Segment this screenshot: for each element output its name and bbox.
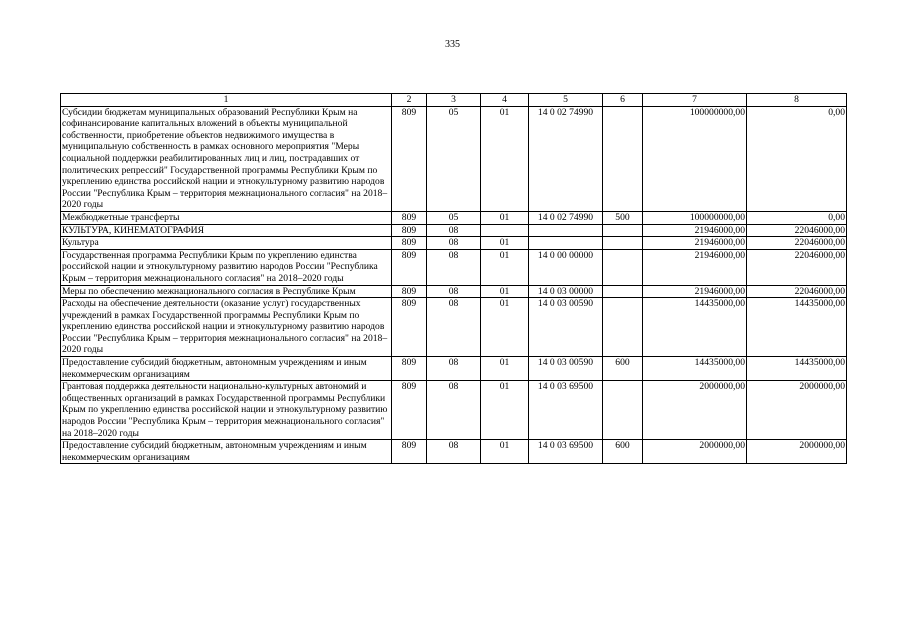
row-target-code: 14 0 02 74990 xyxy=(529,106,603,211)
row-expense-type xyxy=(603,249,643,285)
row-subsection-code: 01 xyxy=(481,237,529,250)
row-section-code: 05 xyxy=(427,211,481,224)
row-ministry-code: 809 xyxy=(392,440,427,464)
row-ministry-code: 809 xyxy=(392,357,427,381)
row-amount-col7: 2000000,00 xyxy=(643,381,747,440)
row-section-code: 08 xyxy=(427,357,481,381)
row-ministry-code: 809 xyxy=(392,285,427,298)
table-row xyxy=(61,249,847,285)
table-row xyxy=(61,211,847,224)
row-name: Культура xyxy=(61,237,392,250)
table-header-row xyxy=(61,94,847,107)
row-amount-col8: 0,00 xyxy=(747,106,847,211)
row-amount-col8: 2000000,00 xyxy=(747,440,847,464)
row-ministry-code: 809 xyxy=(392,106,427,211)
table-row xyxy=(61,224,847,237)
row-ministry-code: 809 xyxy=(392,249,427,285)
row-subsection-code: 01 xyxy=(481,440,529,464)
row-amount-col7: 21946000,00 xyxy=(643,249,747,285)
row-subsection-code: 01 xyxy=(481,381,529,440)
row-expense-type: 500 xyxy=(603,211,643,224)
row-amount-col7: 14435000,00 xyxy=(643,357,747,381)
row-amount-col7: 21946000,00 xyxy=(643,237,747,250)
row-subsection-code: 01 xyxy=(481,298,529,357)
row-section-code: 08 xyxy=(427,298,481,357)
row-ministry-code: 809 xyxy=(392,224,427,237)
row-amount-col7: 100000000,00 xyxy=(643,211,747,224)
row-amount-col8: 22046000,00 xyxy=(747,224,847,237)
table-row xyxy=(61,237,847,250)
row-name: Государственная программа Республики Крым по укреплению единства российской нации и этнокультурному развитию народов России "Республика Крым – территория межнационального согласия" на 2018–2020 годы xyxy=(61,249,392,285)
row-expense-type xyxy=(603,237,643,250)
header-col-4: 4 xyxy=(481,94,529,107)
header-col-5: 5 xyxy=(529,94,603,107)
row-expense-type xyxy=(603,285,643,298)
row-amount-col7: 100000000,00 xyxy=(643,106,747,211)
table-row xyxy=(61,357,847,381)
row-amount-col8: 2000000,00 xyxy=(747,381,847,440)
row-amount-col8: 0,00 xyxy=(747,211,847,224)
row-section-code: 05 xyxy=(427,106,481,211)
row-amount-col7: 14435000,00 xyxy=(643,298,747,357)
row-target-code: 14 0 03 00590 xyxy=(529,298,603,357)
row-expense-type xyxy=(603,224,643,237)
table-row xyxy=(61,381,847,440)
row-target-code: 14 0 02 74990 xyxy=(529,211,603,224)
row-expense-type xyxy=(603,106,643,211)
row-ministry-code: 809 xyxy=(392,237,427,250)
row-name: Предоставление субсидий бюджетным, автономным учреждениям и иным некоммерческим организациям xyxy=(61,440,392,464)
row-amount-col8: 14435000,00 xyxy=(747,298,847,357)
row-amount-col7: 21946000,00 xyxy=(643,224,747,237)
row-section-code: 08 xyxy=(427,285,481,298)
row-section-code: 08 xyxy=(427,381,481,440)
row-expense-type xyxy=(603,381,643,440)
row-subsection-code: 01 xyxy=(481,106,529,211)
row-name: Расходы на обеспечение деятельности (оказание услуг) государственных учреждений в рамках Государственной программы Республики Крым по укреплению единства российской нации и этнокультурному развитию народов России "Республика Крым – территория межнационального согласия" на 2018–2020 годы xyxy=(61,298,392,357)
row-ministry-code: 809 xyxy=(392,211,427,224)
row-section-code: 08 xyxy=(427,440,481,464)
row-subsection-code: 01 xyxy=(481,357,529,381)
header-col-1: 1 xyxy=(61,94,392,107)
table-row xyxy=(61,440,847,464)
row-target-code: 14 0 03 00590 xyxy=(529,357,603,381)
row-amount-col8: 22046000,00 xyxy=(747,237,847,250)
row-target-code: 14 0 00 00000 xyxy=(529,249,603,285)
table-row xyxy=(61,298,847,357)
row-name: Субсидии бюджетам муниципальных образований Республики Крым на софинансирование капитальных вложений в объекты муниципальной собственности, приобретение объектов недвижимого имущества в муниципальную собственность в рамках основного мероприятия "Меры социальной поддержки реабилитированных лиц и лиц, пострадавших от политических репрессий" Государственной программы Республики Крым по укреплению единства российской нации и этнокультурному развитию народов России "Республика Крым – территория межнационального согласия" на 2018–2020 годы xyxy=(61,106,392,211)
row-name: Меры по обеспечению межнационального согласия в Республике Крым xyxy=(61,285,392,298)
row-ministry-code: 809 xyxy=(392,298,427,357)
header-col-3: 3 xyxy=(427,94,481,107)
row-expense-type: 600 xyxy=(603,440,643,464)
header-col-7: 7 xyxy=(643,94,747,107)
row-expense-type xyxy=(603,298,643,357)
row-target-code xyxy=(529,224,603,237)
row-name: Межбюджетные трансферты xyxy=(61,211,392,224)
row-subsection-code: 01 xyxy=(481,249,529,285)
row-section-code: 08 xyxy=(427,224,481,237)
header-col-6: 6 xyxy=(603,94,643,107)
row-amount-col8: 14435000,00 xyxy=(747,357,847,381)
row-amount-col8: 22046000,00 xyxy=(747,249,847,285)
row-expense-type: 600 xyxy=(603,357,643,381)
page-number: 335 xyxy=(445,39,460,50)
row-section-code: 08 xyxy=(427,249,481,285)
row-amount-col7: 21946000,00 xyxy=(643,285,747,298)
header-col-2: 2 xyxy=(392,94,427,107)
row-section-code: 08 xyxy=(427,237,481,250)
table-row xyxy=(61,285,847,298)
row-name: Предоставление субсидий бюджетным, автономным учреждениям и иным некоммерческим организациям xyxy=(61,357,392,381)
row-name: Грантовая поддержка деятельности национально-культурных автономий и общественных организаций в рамках Государственной программы Республики Крым по укреплению единства российской нации и этнокультурному развитию народов России "Республика Крым – территория межнационального согласия" на 2018–2020 годы xyxy=(61,381,392,440)
row-subsection-code: 01 xyxy=(481,211,529,224)
row-ministry-code: 809 xyxy=(392,381,427,440)
row-name: КУЛЬТУРА, КИНЕМАТОГРАФИЯ xyxy=(61,224,392,237)
row-subsection-code: 01 xyxy=(481,285,529,298)
row-amount-col8: 22046000,00 xyxy=(747,285,847,298)
table-row xyxy=(61,106,847,211)
row-target-code: 14 0 03 00000 xyxy=(529,285,603,298)
header-col-8: 8 xyxy=(747,94,847,107)
row-target-code xyxy=(529,237,603,250)
row-amount-col7: 2000000,00 xyxy=(643,440,747,464)
budget-table xyxy=(60,93,847,464)
row-target-code: 14 0 03 69500 xyxy=(529,381,603,440)
row-target-code: 14 0 03 69500 xyxy=(529,440,603,464)
row-subsection-code xyxy=(481,224,529,237)
